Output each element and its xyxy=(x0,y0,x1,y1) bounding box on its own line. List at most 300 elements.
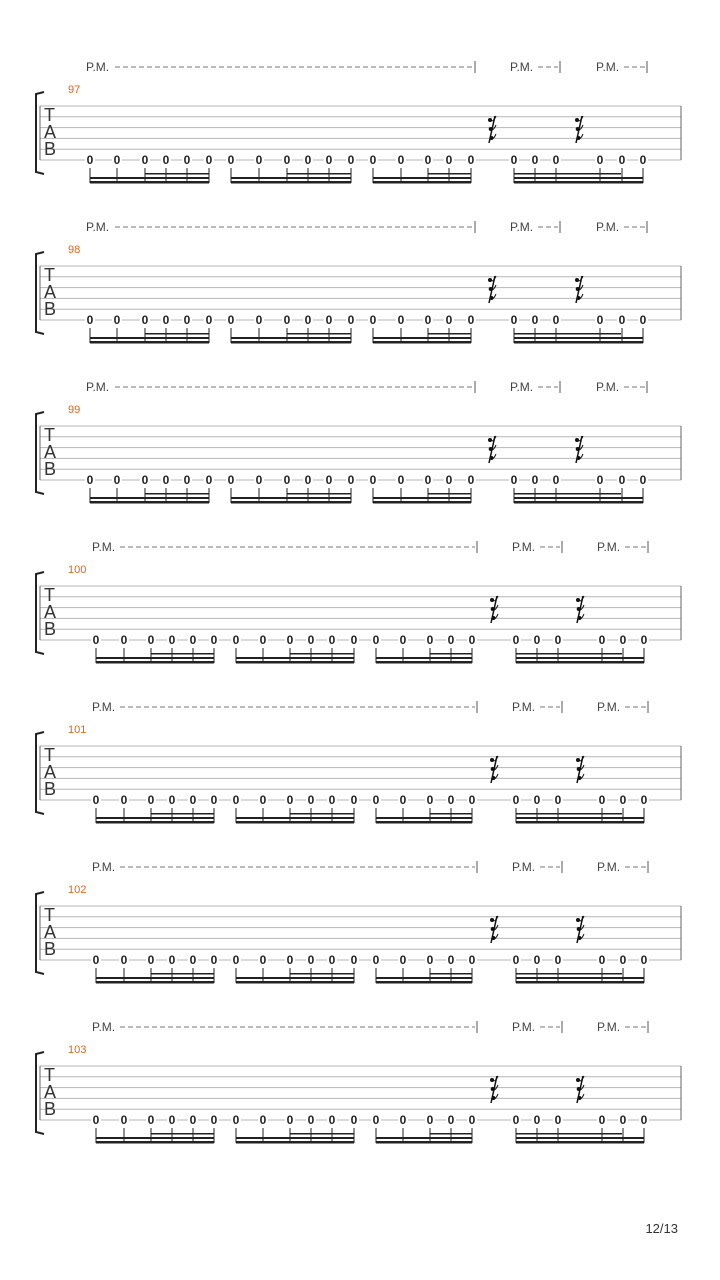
fret-number: 0 xyxy=(259,633,267,647)
fret-number: 0 xyxy=(286,633,294,647)
beam-tertiary xyxy=(516,1133,622,1135)
tab-clef-letter: T xyxy=(44,585,55,605)
tab-clef-letter: T xyxy=(44,1065,55,1085)
beam-secondary xyxy=(376,657,472,659)
palm-mute-label: P.M. xyxy=(512,540,536,554)
fret-number: 0 xyxy=(399,1113,407,1127)
fret-number: 0 xyxy=(286,793,294,807)
fret-number: 0 xyxy=(640,793,648,807)
fret-number: 0 xyxy=(232,953,240,967)
fret-number: 0 xyxy=(512,953,520,967)
beam-tertiary xyxy=(430,1133,472,1135)
beam-tertiary xyxy=(430,813,472,815)
fret-number: 0 xyxy=(619,953,627,967)
beam-secondary xyxy=(373,497,471,499)
fret-number: 0 xyxy=(227,153,235,167)
beam-tertiary xyxy=(145,333,209,335)
fret-number: 0 xyxy=(372,633,380,647)
fret-number: 0 xyxy=(426,953,434,967)
fret-number: 0 xyxy=(92,1113,100,1127)
measure-number: 102 xyxy=(68,884,87,896)
rest-icon xyxy=(488,436,496,463)
fret-number: 0 xyxy=(598,953,606,967)
palm-mute-label: P.M. xyxy=(512,860,536,874)
beam-tertiary xyxy=(151,973,214,975)
rest-icon xyxy=(490,756,498,783)
beam-tertiary xyxy=(151,653,214,655)
beam-primary xyxy=(514,341,643,344)
beam-tertiary xyxy=(287,493,351,495)
fret-number: 0 xyxy=(467,473,475,487)
fret-number: 0 xyxy=(510,473,518,487)
fret-number: 0 xyxy=(189,633,197,647)
fret-number: 0 xyxy=(183,153,191,167)
tab-clef-letter: A xyxy=(44,602,57,622)
fret-number: 0 xyxy=(120,953,128,967)
palm-mute-label: P.M. xyxy=(596,220,620,234)
beam-secondary xyxy=(90,337,209,339)
fret-number: 0 xyxy=(512,1113,520,1127)
fret-number: 0 xyxy=(618,153,626,167)
fret-number: 0 xyxy=(447,953,455,967)
fret-number: 0 xyxy=(286,1113,294,1127)
fret-number: 0 xyxy=(552,153,560,167)
fret-number: 0 xyxy=(86,153,94,167)
beam-secondary xyxy=(90,177,209,179)
fret-number: 0 xyxy=(531,313,539,327)
fret-number: 0 xyxy=(205,473,213,487)
fret-number: 0 xyxy=(510,153,518,167)
fret-number: 0 xyxy=(86,473,94,487)
tab-clef-letter: B xyxy=(44,139,57,159)
palm-mute-label: P.M. xyxy=(92,540,116,554)
palm-mute-label: P.M. xyxy=(597,700,621,714)
beam-secondary xyxy=(516,1137,644,1139)
beam-primary xyxy=(96,1141,214,1144)
fret-number: 0 xyxy=(168,1113,176,1127)
tab-clef-letter: B xyxy=(44,459,57,479)
fret-number: 0 xyxy=(162,473,170,487)
fret-number: 0 xyxy=(640,953,648,967)
fret-number: 0 xyxy=(307,633,315,647)
beam-primary xyxy=(90,501,209,504)
beam-tertiary xyxy=(428,173,471,175)
fret-number: 0 xyxy=(424,313,432,327)
fret-number: 0 xyxy=(86,313,94,327)
fret-number: 0 xyxy=(447,793,455,807)
tab-clef-letter: T xyxy=(44,425,55,445)
fret-number: 0 xyxy=(369,313,377,327)
beam-tertiary xyxy=(514,493,621,495)
palm-mute-label: P.M. xyxy=(596,60,620,74)
beam-secondary xyxy=(96,1137,214,1139)
fret-number: 0 xyxy=(468,1113,476,1127)
rest-icon xyxy=(576,596,584,623)
beam-secondary xyxy=(90,497,209,499)
beam-secondary xyxy=(236,817,354,819)
tab-clef-letter: B xyxy=(44,779,57,799)
rest-icon xyxy=(488,276,496,303)
fret-number: 0 xyxy=(183,313,191,327)
fret-number: 0 xyxy=(397,153,405,167)
measure-number: 97 xyxy=(68,84,81,96)
palm-mute-label: P.M. xyxy=(86,60,110,74)
fret-number: 0 xyxy=(468,793,476,807)
rest-icon xyxy=(488,116,496,143)
fret-number: 0 xyxy=(447,1113,455,1127)
fret-number: 0 xyxy=(554,1113,562,1127)
beam-secondary xyxy=(516,817,644,819)
measure-number: 101 xyxy=(68,724,87,736)
beam-primary xyxy=(373,341,471,344)
fret-number: 0 xyxy=(328,793,336,807)
beam-tertiary xyxy=(290,1133,354,1135)
tab-clef-letter: A xyxy=(44,122,57,142)
beam-secondary xyxy=(516,977,644,979)
fret-number: 0 xyxy=(259,953,267,967)
palm-mute-label: P.M. xyxy=(92,860,116,874)
fret-number: 0 xyxy=(259,793,267,807)
fret-number: 0 xyxy=(426,793,434,807)
fret-number: 0 xyxy=(596,153,604,167)
beam-secondary xyxy=(516,657,644,659)
fret-number: 0 xyxy=(113,473,121,487)
fret-number: 0 xyxy=(141,473,149,487)
beam-primary xyxy=(96,821,214,824)
beam-primary xyxy=(516,1141,644,1144)
beam-tertiary xyxy=(145,493,209,495)
beam-secondary xyxy=(96,657,214,659)
beam-tertiary xyxy=(514,173,621,175)
beam-tertiary xyxy=(290,653,354,655)
fret-number: 0 xyxy=(307,953,315,967)
fret-number: 0 xyxy=(325,473,333,487)
fret-number: 0 xyxy=(467,313,475,327)
tab-system xyxy=(36,1020,681,1144)
palm-mute-label: P.M. xyxy=(510,380,534,394)
beam-tertiary xyxy=(428,493,471,495)
fret-number: 0 xyxy=(619,1113,627,1127)
fret-number: 0 xyxy=(210,793,218,807)
fret-number: 0 xyxy=(168,793,176,807)
fret-number: 0 xyxy=(372,793,380,807)
beam-secondary xyxy=(514,337,643,339)
fret-number: 0 xyxy=(372,953,380,967)
measure-number: 99 xyxy=(68,404,81,416)
beam-tertiary xyxy=(151,1133,214,1135)
fret-number: 0 xyxy=(512,793,520,807)
fret-number: 0 xyxy=(189,953,197,967)
beam-tertiary xyxy=(145,173,209,175)
fret-number: 0 xyxy=(554,953,562,967)
fret-number: 0 xyxy=(304,473,312,487)
rest-icon xyxy=(490,596,498,623)
fret-number: 0 xyxy=(618,473,626,487)
fret-number: 0 xyxy=(554,633,562,647)
tab-clef-letter: B xyxy=(44,619,57,639)
fret-number: 0 xyxy=(92,793,100,807)
fret-number: 0 xyxy=(426,633,434,647)
beam-primary xyxy=(236,821,354,824)
beam-primary xyxy=(236,981,354,984)
palm-mute-label: P.M. xyxy=(596,380,620,394)
beam-secondary xyxy=(373,177,471,179)
fret-number: 0 xyxy=(619,633,627,647)
tab-clef-letter: A xyxy=(44,922,57,942)
beam-primary xyxy=(516,981,644,984)
fret-number: 0 xyxy=(533,1113,541,1127)
tab-system xyxy=(36,700,681,824)
fret-number: 0 xyxy=(189,1113,197,1127)
beam-primary xyxy=(514,501,643,504)
beam-primary xyxy=(376,1141,472,1144)
fret-number: 0 xyxy=(113,313,121,327)
fret-number: 0 xyxy=(113,153,121,167)
fret-number: 0 xyxy=(350,793,358,807)
beam-secondary xyxy=(236,977,354,979)
fret-number: 0 xyxy=(445,473,453,487)
tab-clef-letter: A xyxy=(44,442,57,462)
fret-number: 0 xyxy=(189,793,197,807)
fret-number: 0 xyxy=(598,633,606,647)
fret-number: 0 xyxy=(533,953,541,967)
beam-primary xyxy=(231,181,351,184)
tab-clef-letter: T xyxy=(44,265,55,285)
tab-system xyxy=(36,380,681,504)
palm-mute-label: P.M. xyxy=(597,1020,621,1034)
fret-number: 0 xyxy=(304,153,312,167)
beam-tertiary xyxy=(516,813,622,815)
rest-icon xyxy=(576,756,584,783)
fret-number: 0 xyxy=(147,793,155,807)
tab-clef-letter: T xyxy=(44,905,55,925)
fret-number: 0 xyxy=(531,153,539,167)
beam-primary xyxy=(373,181,471,184)
beam-secondary xyxy=(236,1137,354,1139)
fret-number: 0 xyxy=(512,633,520,647)
tab-clef-letter: A xyxy=(44,762,57,782)
beam-secondary xyxy=(231,497,351,499)
beam-primary xyxy=(236,1141,354,1144)
fret-number: 0 xyxy=(596,473,604,487)
fret-number: 0 xyxy=(92,953,100,967)
fret-number: 0 xyxy=(350,633,358,647)
fret-number: 0 xyxy=(286,953,294,967)
fret-number: 0 xyxy=(424,473,432,487)
tab-clef-letter: B xyxy=(44,939,57,959)
fret-number: 0 xyxy=(120,633,128,647)
fret-number: 0 xyxy=(92,633,100,647)
fret-number: 0 xyxy=(397,313,405,327)
fret-number: 0 xyxy=(639,473,647,487)
fret-number: 0 xyxy=(350,953,358,967)
fret-number: 0 xyxy=(639,153,647,167)
fret-number: 0 xyxy=(598,793,606,807)
fret-number: 0 xyxy=(510,313,518,327)
fret-number: 0 xyxy=(468,953,476,967)
tab-clef-letter: A xyxy=(44,1082,57,1102)
fret-number: 0 xyxy=(467,153,475,167)
beam-primary xyxy=(96,661,214,664)
fret-number: 0 xyxy=(552,313,560,327)
fret-number: 0 xyxy=(227,473,235,487)
fret-number: 0 xyxy=(328,633,336,647)
fret-number: 0 xyxy=(445,153,453,167)
fret-number: 0 xyxy=(399,633,407,647)
fret-number: 0 xyxy=(347,313,355,327)
fret-number: 0 xyxy=(232,793,240,807)
rest-icon xyxy=(576,1076,584,1103)
beam-primary xyxy=(516,821,644,824)
tab-system xyxy=(36,540,681,664)
fret-number: 0 xyxy=(596,313,604,327)
beam-primary xyxy=(373,501,471,504)
beam-secondary xyxy=(376,817,472,819)
beam-primary xyxy=(376,981,472,984)
beam-secondary xyxy=(231,177,351,179)
page-number: 12/13 xyxy=(645,1221,678,1236)
fret-number: 0 xyxy=(399,953,407,967)
fret-number: 0 xyxy=(554,793,562,807)
fret-number: 0 xyxy=(350,1113,358,1127)
fret-number: 0 xyxy=(445,313,453,327)
fret-number: 0 xyxy=(283,473,291,487)
beam-tertiary xyxy=(516,973,622,975)
tab-system xyxy=(36,860,681,984)
beam-primary xyxy=(231,501,351,504)
measure-number: 100 xyxy=(68,564,87,576)
fret-number: 0 xyxy=(147,953,155,967)
fret-number: 0 xyxy=(328,953,336,967)
beam-tertiary xyxy=(430,973,472,975)
tab-system xyxy=(36,60,681,184)
fret-number: 0 xyxy=(447,633,455,647)
fret-number: 0 xyxy=(210,633,218,647)
tab-clef-letter: T xyxy=(44,745,55,765)
rest-icon xyxy=(576,916,584,943)
fret-number: 0 xyxy=(255,153,263,167)
fret-number: 0 xyxy=(328,1113,336,1127)
fret-number: 0 xyxy=(255,313,263,327)
tab-clef-letter: T xyxy=(44,105,55,125)
fret-number: 0 xyxy=(304,313,312,327)
beam-primary xyxy=(96,981,214,984)
fret-number: 0 xyxy=(183,473,191,487)
palm-mute-label: P.M. xyxy=(86,220,110,234)
beam-primary xyxy=(236,661,354,664)
fret-number: 0 xyxy=(227,313,235,327)
fret-number: 0 xyxy=(162,313,170,327)
rest-icon xyxy=(575,276,583,303)
palm-mute-label: P.M. xyxy=(510,220,534,234)
beam-secondary xyxy=(96,817,214,819)
tab-clef-letter: B xyxy=(44,299,57,319)
beam-primary xyxy=(376,821,472,824)
palm-mute-label: P.M. xyxy=(92,1020,116,1034)
beam-secondary xyxy=(376,977,472,979)
tab-system xyxy=(36,220,681,344)
beam-tertiary xyxy=(290,973,354,975)
rest-icon xyxy=(490,916,498,943)
fret-number: 0 xyxy=(205,153,213,167)
fret-number: 0 xyxy=(598,1113,606,1127)
beam-secondary xyxy=(231,337,351,339)
beam-primary xyxy=(514,181,643,184)
beam-primary xyxy=(231,341,351,344)
fret-number: 0 xyxy=(639,313,647,327)
measure-number: 103 xyxy=(68,1044,87,1056)
fret-number: 0 xyxy=(347,153,355,167)
fret-number: 0 xyxy=(399,793,407,807)
rest-icon xyxy=(575,436,583,463)
fret-number: 0 xyxy=(618,313,626,327)
beam-tertiary xyxy=(287,173,351,175)
fret-number: 0 xyxy=(232,1113,240,1127)
fret-number: 0 xyxy=(307,1113,315,1127)
fret-number: 0 xyxy=(552,473,560,487)
fret-number: 0 xyxy=(426,1113,434,1127)
beam-secondary xyxy=(376,1137,472,1139)
palm-mute-label: P.M. xyxy=(510,60,534,74)
beam-tertiary xyxy=(151,813,214,815)
beam-tertiary xyxy=(514,333,621,335)
fret-number: 0 xyxy=(325,153,333,167)
fret-number: 0 xyxy=(640,633,648,647)
fret-number: 0 xyxy=(468,633,476,647)
beam-primary xyxy=(90,181,209,184)
fret-number: 0 xyxy=(369,153,377,167)
fret-number: 0 xyxy=(147,633,155,647)
rest-icon xyxy=(490,1076,498,1103)
beam-tertiary xyxy=(290,813,354,815)
fret-number: 0 xyxy=(210,1113,218,1127)
fret-number: 0 xyxy=(259,1113,267,1127)
fret-number: 0 xyxy=(640,1113,648,1127)
fret-number: 0 xyxy=(205,313,213,327)
fret-number: 0 xyxy=(120,793,128,807)
beam-secondary xyxy=(514,497,643,499)
measure-number: 98 xyxy=(68,244,81,256)
fret-number: 0 xyxy=(120,1113,128,1127)
beam-tertiary xyxy=(428,333,471,335)
fret-number: 0 xyxy=(372,1113,380,1127)
beam-tertiary xyxy=(430,653,472,655)
fret-number: 0 xyxy=(347,473,355,487)
beam-secondary xyxy=(96,977,214,979)
palm-mute-label: P.M. xyxy=(92,700,116,714)
fret-number: 0 xyxy=(424,153,432,167)
fret-number: 0 xyxy=(307,793,315,807)
fret-number: 0 xyxy=(168,633,176,647)
fret-number: 0 xyxy=(210,953,218,967)
palm-mute-label: P.M. xyxy=(512,1020,536,1034)
fret-number: 0 xyxy=(168,953,176,967)
fret-number: 0 xyxy=(531,473,539,487)
fret-number: 0 xyxy=(533,793,541,807)
fret-number: 0 xyxy=(397,473,405,487)
fret-number: 0 xyxy=(141,313,149,327)
fret-number: 0 xyxy=(232,633,240,647)
fret-number: 0 xyxy=(369,473,377,487)
fret-number: 0 xyxy=(283,313,291,327)
fret-number: 0 xyxy=(255,473,263,487)
beam-tertiary xyxy=(287,333,351,335)
fret-number: 0 xyxy=(533,633,541,647)
beam-tertiary xyxy=(516,653,622,655)
fret-number: 0 xyxy=(619,793,627,807)
beam-primary xyxy=(90,341,209,344)
palm-mute-label: P.M. xyxy=(597,860,621,874)
